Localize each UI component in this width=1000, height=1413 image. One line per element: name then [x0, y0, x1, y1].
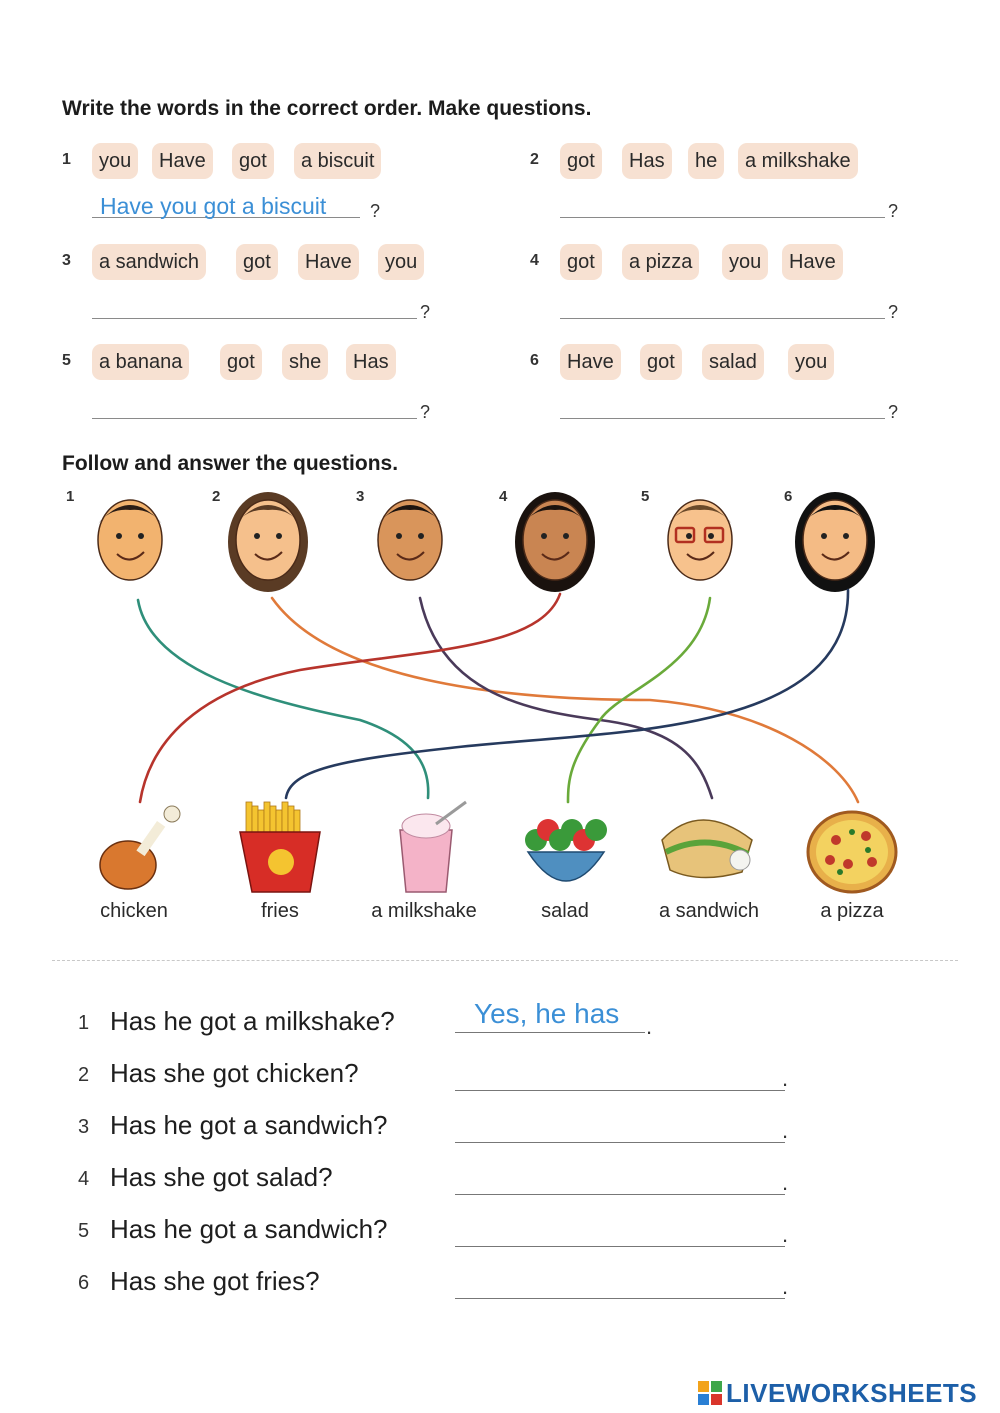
question-number: 6 [78, 1272, 90, 1294]
question-row [0, 1158, 1000, 1204]
exercise1-item-3 [62, 244, 482, 334]
question-mark: ? [370, 201, 381, 221]
sentence-end: . [782, 1274, 789, 1299]
exercise1-item-4 [530, 244, 950, 334]
question-row [0, 998, 1000, 1048]
answer-line[interactable] [560, 318, 885, 319]
face-number: 3 [356, 488, 365, 505]
connector-line [272, 598, 858, 802]
word-chip[interactable]: a pizza [622, 244, 699, 280]
question-number: 4 [78, 1168, 90, 1190]
exercise1-item-6 [530, 344, 950, 434]
answer-line[interactable] [92, 418, 417, 419]
question-row [0, 1054, 1000, 1100]
child-face-6-icon [795, 492, 875, 592]
question-number: 2 [78, 1064, 90, 1086]
answer-line[interactable] [455, 1142, 785, 1143]
word-chip[interactable]: got [560, 244, 602, 280]
item-number: 3 [62, 252, 71, 269]
question-number: 5 [78, 1220, 90, 1242]
answer-line[interactable] [560, 217, 885, 218]
exercise2-heading: Follow and answer the questions. [62, 452, 399, 475]
item-number: 1 [62, 151, 71, 168]
question-row [0, 1262, 1000, 1308]
section-separator [52, 960, 958, 961]
question-mark: ? [420, 402, 431, 422]
food-label: fries [261, 900, 299, 922]
word-chip[interactable]: Have [782, 244, 843, 280]
word-chip[interactable]: you [722, 244, 768, 280]
answer-line[interactable] [455, 1194, 785, 1195]
answer-line[interactable] [560, 418, 885, 419]
brand-name: LIVEWORKSHEETS [726, 1377, 978, 1408]
answer-line[interactable] [92, 318, 417, 319]
connector-line [138, 600, 428, 798]
face-number: 1 [66, 488, 75, 505]
fries-icon [240, 802, 320, 892]
word-chip[interactable]: you [788, 344, 834, 380]
sandwich-icon [662, 820, 752, 878]
exercise1-item-2 [530, 143, 950, 233]
connector-line [140, 594, 560, 802]
child-face-1-icon [98, 500, 162, 580]
question-text: Has he got a sandwich? [110, 1110, 388, 1140]
food-label: a sandwich [658, 900, 760, 922]
word-chip[interactable]: a banana [92, 344, 189, 380]
sentence-end: . [782, 1118, 789, 1143]
word-chip[interactable]: he [688, 143, 724, 179]
word-chip[interactable]: a milkshake [738, 143, 858, 179]
chicken-icon [100, 806, 180, 889]
question-text: Has she got salad? [110, 1162, 333, 1192]
exercise1-heading: Write the words in the correct order. Make questions. [62, 97, 592, 120]
item-number: 5 [62, 352, 71, 369]
question-text: Has he got a sandwich? [110, 1214, 388, 1244]
answer-text[interactable]: Have you got a biscuit [100, 193, 327, 219]
question-number: 3 [78, 1116, 90, 1138]
milkshake-icon [400, 802, 466, 892]
answer-line[interactable] [455, 1090, 785, 1091]
sentence-end: . [646, 1014, 653, 1039]
item-number: 2 [530, 151, 539, 168]
word-chip[interactable]: she [282, 344, 328, 380]
food-label: a pizza [820, 900, 884, 922]
child-face-2-icon [228, 492, 308, 592]
word-chip[interactable]: got [640, 344, 682, 380]
item-number: 4 [530, 252, 539, 269]
question-mark: ? [888, 402, 899, 422]
answer-line[interactable] [455, 1246, 785, 1247]
food-label: chicken [100, 900, 168, 922]
word-chip[interactable]: Have [560, 344, 621, 380]
word-chip[interactable]: Have [298, 244, 359, 280]
exercise1-item-1 [62, 143, 482, 233]
child-face-4-icon [515, 492, 595, 592]
word-chip[interactable]: Have [152, 143, 213, 179]
sentence-end: . [782, 1066, 789, 1091]
brand-footer [698, 1378, 977, 1408]
question-mark: ? [888, 201, 899, 221]
face-number: 4 [499, 488, 508, 505]
question-mark: ? [888, 302, 899, 322]
food-label: a milkshake [371, 900, 477, 922]
question-text: Has he got a milkshake? [110, 1006, 395, 1036]
word-chip[interactable]: Has [622, 143, 672, 179]
question-row [0, 1210, 1000, 1256]
word-chip[interactable]: a sandwich [92, 244, 206, 280]
word-chip[interactable]: you [378, 244, 424, 280]
word-chip[interactable]: got [236, 244, 278, 280]
question-number: 1 [78, 1012, 90, 1034]
sentence-end: . [782, 1222, 789, 1247]
question-row [0, 1106, 1000, 1152]
liveworksheets-logo-icon [698, 1381, 722, 1405]
question-mark: ? [420, 302, 431, 322]
answer-text[interactable]: Yes, he has [474, 998, 620, 1029]
face-number: 6 [784, 488, 793, 505]
sentence-end: . [782, 1170, 789, 1195]
salad-icon [525, 819, 607, 881]
word-chip[interactable]: a biscuit [294, 143, 381, 179]
answer-line[interactable] [455, 1032, 645, 1033]
food-label: salad [541, 900, 589, 922]
question-text: Has she got chicken? [110, 1058, 359, 1088]
face-number: 2 [212, 488, 221, 505]
pizza-icon [808, 812, 896, 892]
word-chip[interactable]: got [560, 143, 602, 179]
question-text: Has she got fries? [110, 1266, 320, 1296]
word-chip[interactable]: got [232, 143, 274, 179]
word-chip[interactable]: salad [702, 344, 764, 380]
child-face-5-icon [668, 500, 732, 580]
item-number: 6 [530, 352, 539, 369]
face-number: 5 [641, 488, 650, 505]
connector-line [286, 590, 848, 798]
answer-line[interactable] [455, 1298, 785, 1299]
word-chip[interactable]: got [220, 344, 262, 380]
child-face-3-icon [378, 500, 442, 580]
word-chip[interactable]: Has [346, 344, 396, 380]
follow-lines-diagram [0, 480, 1000, 950]
exercise1-item-5 [62, 344, 482, 434]
word-chip[interactable]: you [92, 143, 138, 179]
